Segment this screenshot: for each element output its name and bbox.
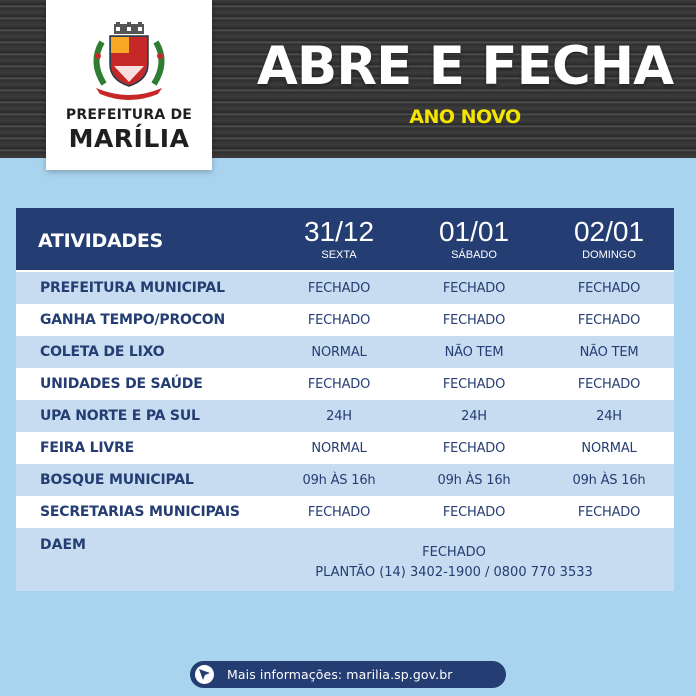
prefeitura-logo <box>46 0 212 170</box>
status-cell: NORMAL <box>581 441 637 456</box>
status-cell: FECHADO <box>577 313 641 328</box>
status-cell: NORMAL <box>311 441 367 456</box>
activities-header: ATIVIDADES <box>38 230 163 252</box>
schedule-table <box>16 208 674 591</box>
activity-name: SECRETARIAS MUNICIPAIS <box>40 504 240 520</box>
column-header-31-12 <box>274 217 404 261</box>
status-cell: FECHADO <box>577 281 641 296</box>
status-cell: FECHADO <box>442 505 506 520</box>
page-subtitle: ANO NOVO <box>409 106 521 128</box>
pointer-circle <box>195 665 214 684</box>
coat-of-arms-icon <box>84 22 174 102</box>
daem-phone-info: PLANTÃO (14) 3402-1900 / 0800 770 3533 <box>315 565 593 580</box>
table-row <box>16 336 674 368</box>
column-date: 02/01 <box>573 216 645 247</box>
cursor-arrow-icon <box>198 668 211 681</box>
status-cell: NÃO TEM <box>579 345 639 360</box>
table-row <box>16 304 674 336</box>
activity-name: DAEM <box>40 537 86 553</box>
status-cell: FECHADO <box>307 505 371 520</box>
activity-name: UPA NORTE E PA SUL <box>40 408 200 424</box>
status-cell: NORMAL <box>311 345 367 360</box>
status-cell: FECHADO <box>577 377 641 392</box>
table-row-daem <box>16 528 674 591</box>
more-info-link[interactable] <box>190 661 506 688</box>
activity-name: FEIRA LIVRE <box>40 440 134 456</box>
status-cell: FECHADO <box>442 441 506 456</box>
status-cell: FECHADO <box>442 281 506 296</box>
column-date: 01/01 <box>438 216 510 247</box>
status-cell: FECHADO <box>307 377 371 392</box>
activity-name: PREFEITURA MUNICIPAL <box>40 280 225 296</box>
status-cell: 09h ÀS 16h <box>302 473 376 488</box>
column-day: SEXTA <box>321 249 357 261</box>
activity-name: BOSQUE MUNICIPAL <box>40 472 194 488</box>
status-cell: FECHADO <box>307 313 371 328</box>
status-cell: FECHADO <box>442 313 506 328</box>
status-cell: FECHADO <box>577 505 641 520</box>
table-row <box>16 272 674 304</box>
logo-text-prefeitura: PREFEITURA DE <box>65 107 193 123</box>
column-day: DOMINGO <box>582 249 636 261</box>
status-cell: NÃO TEM <box>444 345 504 360</box>
more-info-text: Mais informações: marilia.sp.gov.br <box>227 667 453 682</box>
table-header <box>16 208 674 270</box>
page-title: ABRE E FECHA <box>256 36 674 97</box>
table-row <box>16 368 674 400</box>
activity-name: GANHA TEMPO/PROCON <box>40 312 226 328</box>
daem-status: FECHADO <box>422 545 486 560</box>
table-row <box>16 464 674 496</box>
status-cell: FECHADO <box>307 281 371 296</box>
activity-name: UNIDADES DE SAÚDE <box>40 376 203 392</box>
status-cell: 09h ÀS 16h <box>437 473 511 488</box>
column-date: 31/12 <box>303 216 375 247</box>
column-header-01-01 <box>409 217 539 261</box>
table-row <box>16 432 674 464</box>
column-day: SÁBADO <box>451 249 497 261</box>
column-header-02-01 <box>544 217 674 261</box>
table-row <box>16 400 674 432</box>
status-cell: 24H <box>326 409 352 424</box>
logo-text-city: MARÍLIA <box>68 124 190 153</box>
table-row <box>16 496 674 528</box>
status-cell: 24H <box>461 409 487 424</box>
status-cell: 24H <box>596 409 622 424</box>
status-cell: 09h ÀS 16h <box>572 473 646 488</box>
status-cell: FECHADO <box>442 377 506 392</box>
activity-name: COLETA DE LIXO <box>40 344 165 360</box>
